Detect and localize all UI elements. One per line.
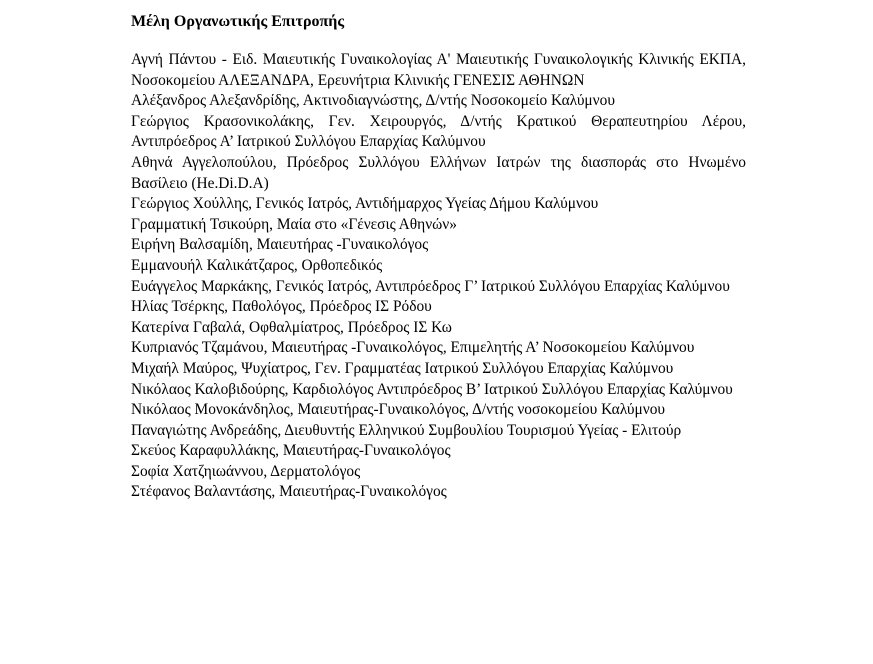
list-item: Παναγιώτης Ανδρεάδης, Διευθυντής Ελληνικού Συμβουλίου Τουρισμού Υγείας - Ελιτούρ [131,421,682,439]
list-item: Ευάγγελος Μαρκάκης, Γενικός Ιατρός, Αντιπρόεδρος Γ’ Ιατρικού Συλλόγου Επαρχίας Καλύμνου [131,277,730,295]
list-item: Αγνή Πάντου - Ειδ. Μαιευτικής Γυναικολογίας Α' Μαιευτικής Γυναικολογικής Κλινικής ΕΚΠΑ, Νοσοκομείου ΑΛΕΞΑΝΔΡΑ, Ερευνήτρια Κλινικής ΓΕΝΕΣΙΣ ΑΘΗΝΩΝ [131,51,746,89]
list-item: Κυπριανός Τζαμάνου, Μαιευτήρας -Γυναικολόγος, Επιμελητής Α’ Νοσοκομείου Καλύμνου [131,339,695,357]
list-item: Στέφανος Βαλαντάσης, Μαιευτήρας-Γυναικολόγος [131,483,447,501]
member-list [131,50,746,503]
list-item: Ηλίας Τσέρκης, Παθολόγος, Πρόεδρος ΙΣ Ρόδου [131,298,432,316]
list-item: Νικόλαος Καλοβιδούρης, Καρδιολόγος Αντιπρόεδρος Β’ Ιατρικού Συλλόγου Επαρχίας Καλύμνου [131,380,733,398]
list-item: Μιχαήλ Μαύρος, Ψυχίατρος, Γεν. Γραμματέας Ιατρικού Συλλόγου Επαρχίας Καλύμνου [131,359,674,377]
list-item: Γραμματική Τσικούρη, Μαία στο «Γένεσις Αθηνών» [131,215,457,233]
list-item: Σκεύος Καραφυλλάκης, Μαιευτήρας-Γυναικολόγος [131,442,451,460]
list-item: Αθηνά Αγγελοπούλου, Πρόεδρος Συλλόγου Ελλήνων Ιατρών της διασποράς στο Ηνωμένο Βασίλειο (He.Di.D.A) [131,153,746,192]
list-item: Κατερίνα Γαβαλά, Οφθαλμίατρος, Πρόεδρος ΙΣ Κω [131,318,452,336]
list-item: Νικόλαος Μονοκάνδηλος, Μαιευτήρας-Γυναικολόγος, Δ/ντής νοσοκομείου Καλύμνου [131,401,666,419]
list-item: Γεώργιος Χούλλης, Γενικός Ιατρός, Αντιδήμαρχος Υγείας Δήμου Καλύμνου [131,195,599,213]
list-item: Εμμανουήλ Καλικάτζαρος, Ορθοπεδικός [131,256,383,274]
list-item: Σοφία Χατζηιωάννου, Δερματολόγος [131,462,361,480]
list-item: Γεώργιος Κρασονικολάκης, Γεν. Χειρουργός, Δ/ντής Κρατικού Θεραπευτηρίου Λέρου, Αντιπρόεδρος Α’ Ιατρικού Συλλόγου Επαρχίας Καλύμνου [131,112,746,151]
list-item: Ειρήνη Βαλσαμίδη, Μαιευτήρας -Γυναικολόγος [131,236,429,254]
list-item: Αλέξανδρος Αλεξανδρίδης, Ακτινοδιαγνώστης, Δ/ντής Νοσοκομείο Καλύμνου [131,92,615,110]
page-title: Μέλη Οργανωτικής Επιτροπής [131,13,345,30]
